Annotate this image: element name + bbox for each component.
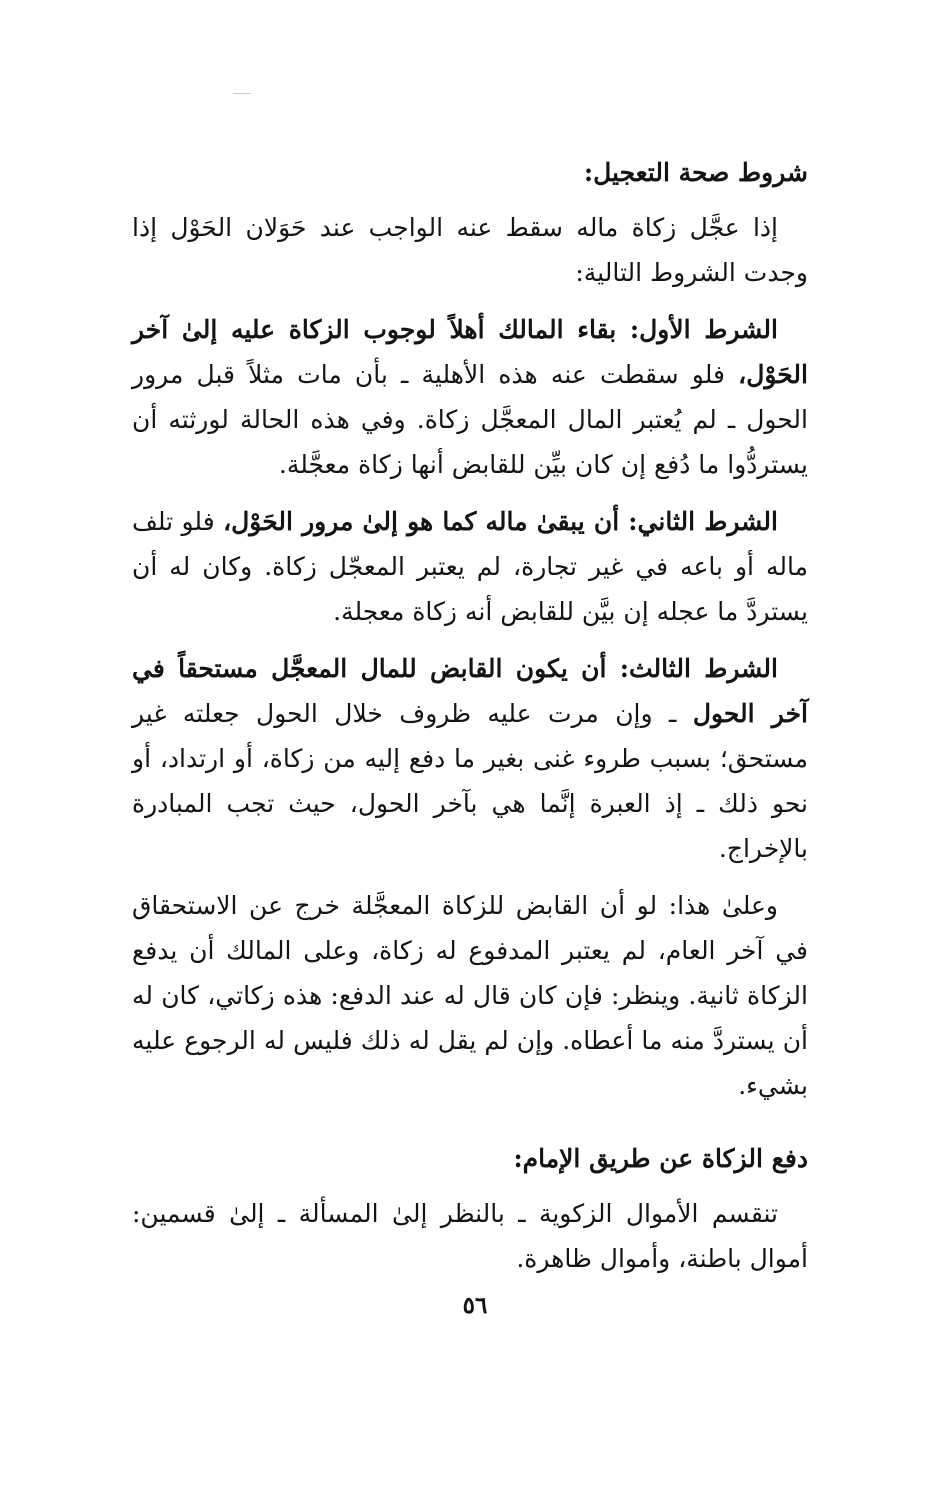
condition-1-text: فلو سقطت عنه هذه الأهلية ـ بأن مات مثلاً قبل مرور الحول ـ لم يُعتبر المال المعجَّل زكاة. وفي هذه الحالة لورثته أن يستردُّوا ما دُفع إن كان بيِّن للقابض أنها زكاة معجَّلة. [132, 360, 808, 479]
scan-mark [233, 93, 251, 94]
paragraph-note: وعلىٰ هذا: لو أن القابض للزكاة المعجَّلة خرج عن الاستحقاق في آخر العام، لم يعتبر المدفوع له زكاة، وعلى المالك أن يدفع الزكاة ثانية. وينظر: فإن كان قال له عند الدفع: هذه زكاتي، كان له أن يستردَّ منه ما أعطاه. وإن لم يقل له ذلك فليس له الرجوع عليه بشيء. [132, 891, 808, 1100]
condition-3-title: الشرط الثالث: أن يكون القابض للمال المعجَّل مستحقاً في آخر الحول [132, 654, 808, 728]
paragraph-condition-3 [132, 646, 808, 871]
paragraph-condition-2 [132, 499, 808, 634]
page-body [132, 150, 808, 1293]
condition-2-text: فلو تلف ماله أو باعه في غير تجارة، لم يعتبر المعجّل زكاة. وكان له أن يستردَّ ما عجله إن بيَّن للقابض أنه زكاة معجلة. [132, 507, 808, 626]
condition-1-title: الشرط الأول: بقاء المالك أهلاً لوجوب الزكاة عليه إلىٰ آخر الحَوْل، [132, 315, 808, 389]
condition-3-text: ـ وإن مرت عليه ظروف خلال الحول جعلته غير مستحق؛ بسبب طروء غنى بغير ما دفع إليه من زكاة، أو ارتداد، أو نحو ذلك ـ إذ العبرة إنَّما هي بآخر الحول، حيث تجب المبادرة بالإخراج. [132, 699, 808, 863]
paragraph-imam-payment: تنقسم الأموال الزكوية ـ بالنظر إلىٰ المسألة ـ إلىٰ قسمين: أموال باطنة، وأموال ظاهرة. [132, 1199, 808, 1273]
section-heading-early-payment: شروط صحة التعجيل: [583, 158, 808, 187]
page-number: ٥٦ [462, 1292, 488, 1319]
paragraph-condition-1 [132, 307, 808, 487]
section-heading-imam-payment: دفع الزكاة عن طريق الإمام: [513, 1144, 808, 1173]
paragraph-intro: إذا عجَّل زكاة ماله سقط عنه الواجب عند حَوَلان الحَوْل إذا وجدت الشروط التالية: [132, 213, 808, 287]
condition-2-title: الشرط الثاني: أن يبقىٰ ماله كما هو إلىٰ مرور الحَوْل، [223, 507, 778, 536]
